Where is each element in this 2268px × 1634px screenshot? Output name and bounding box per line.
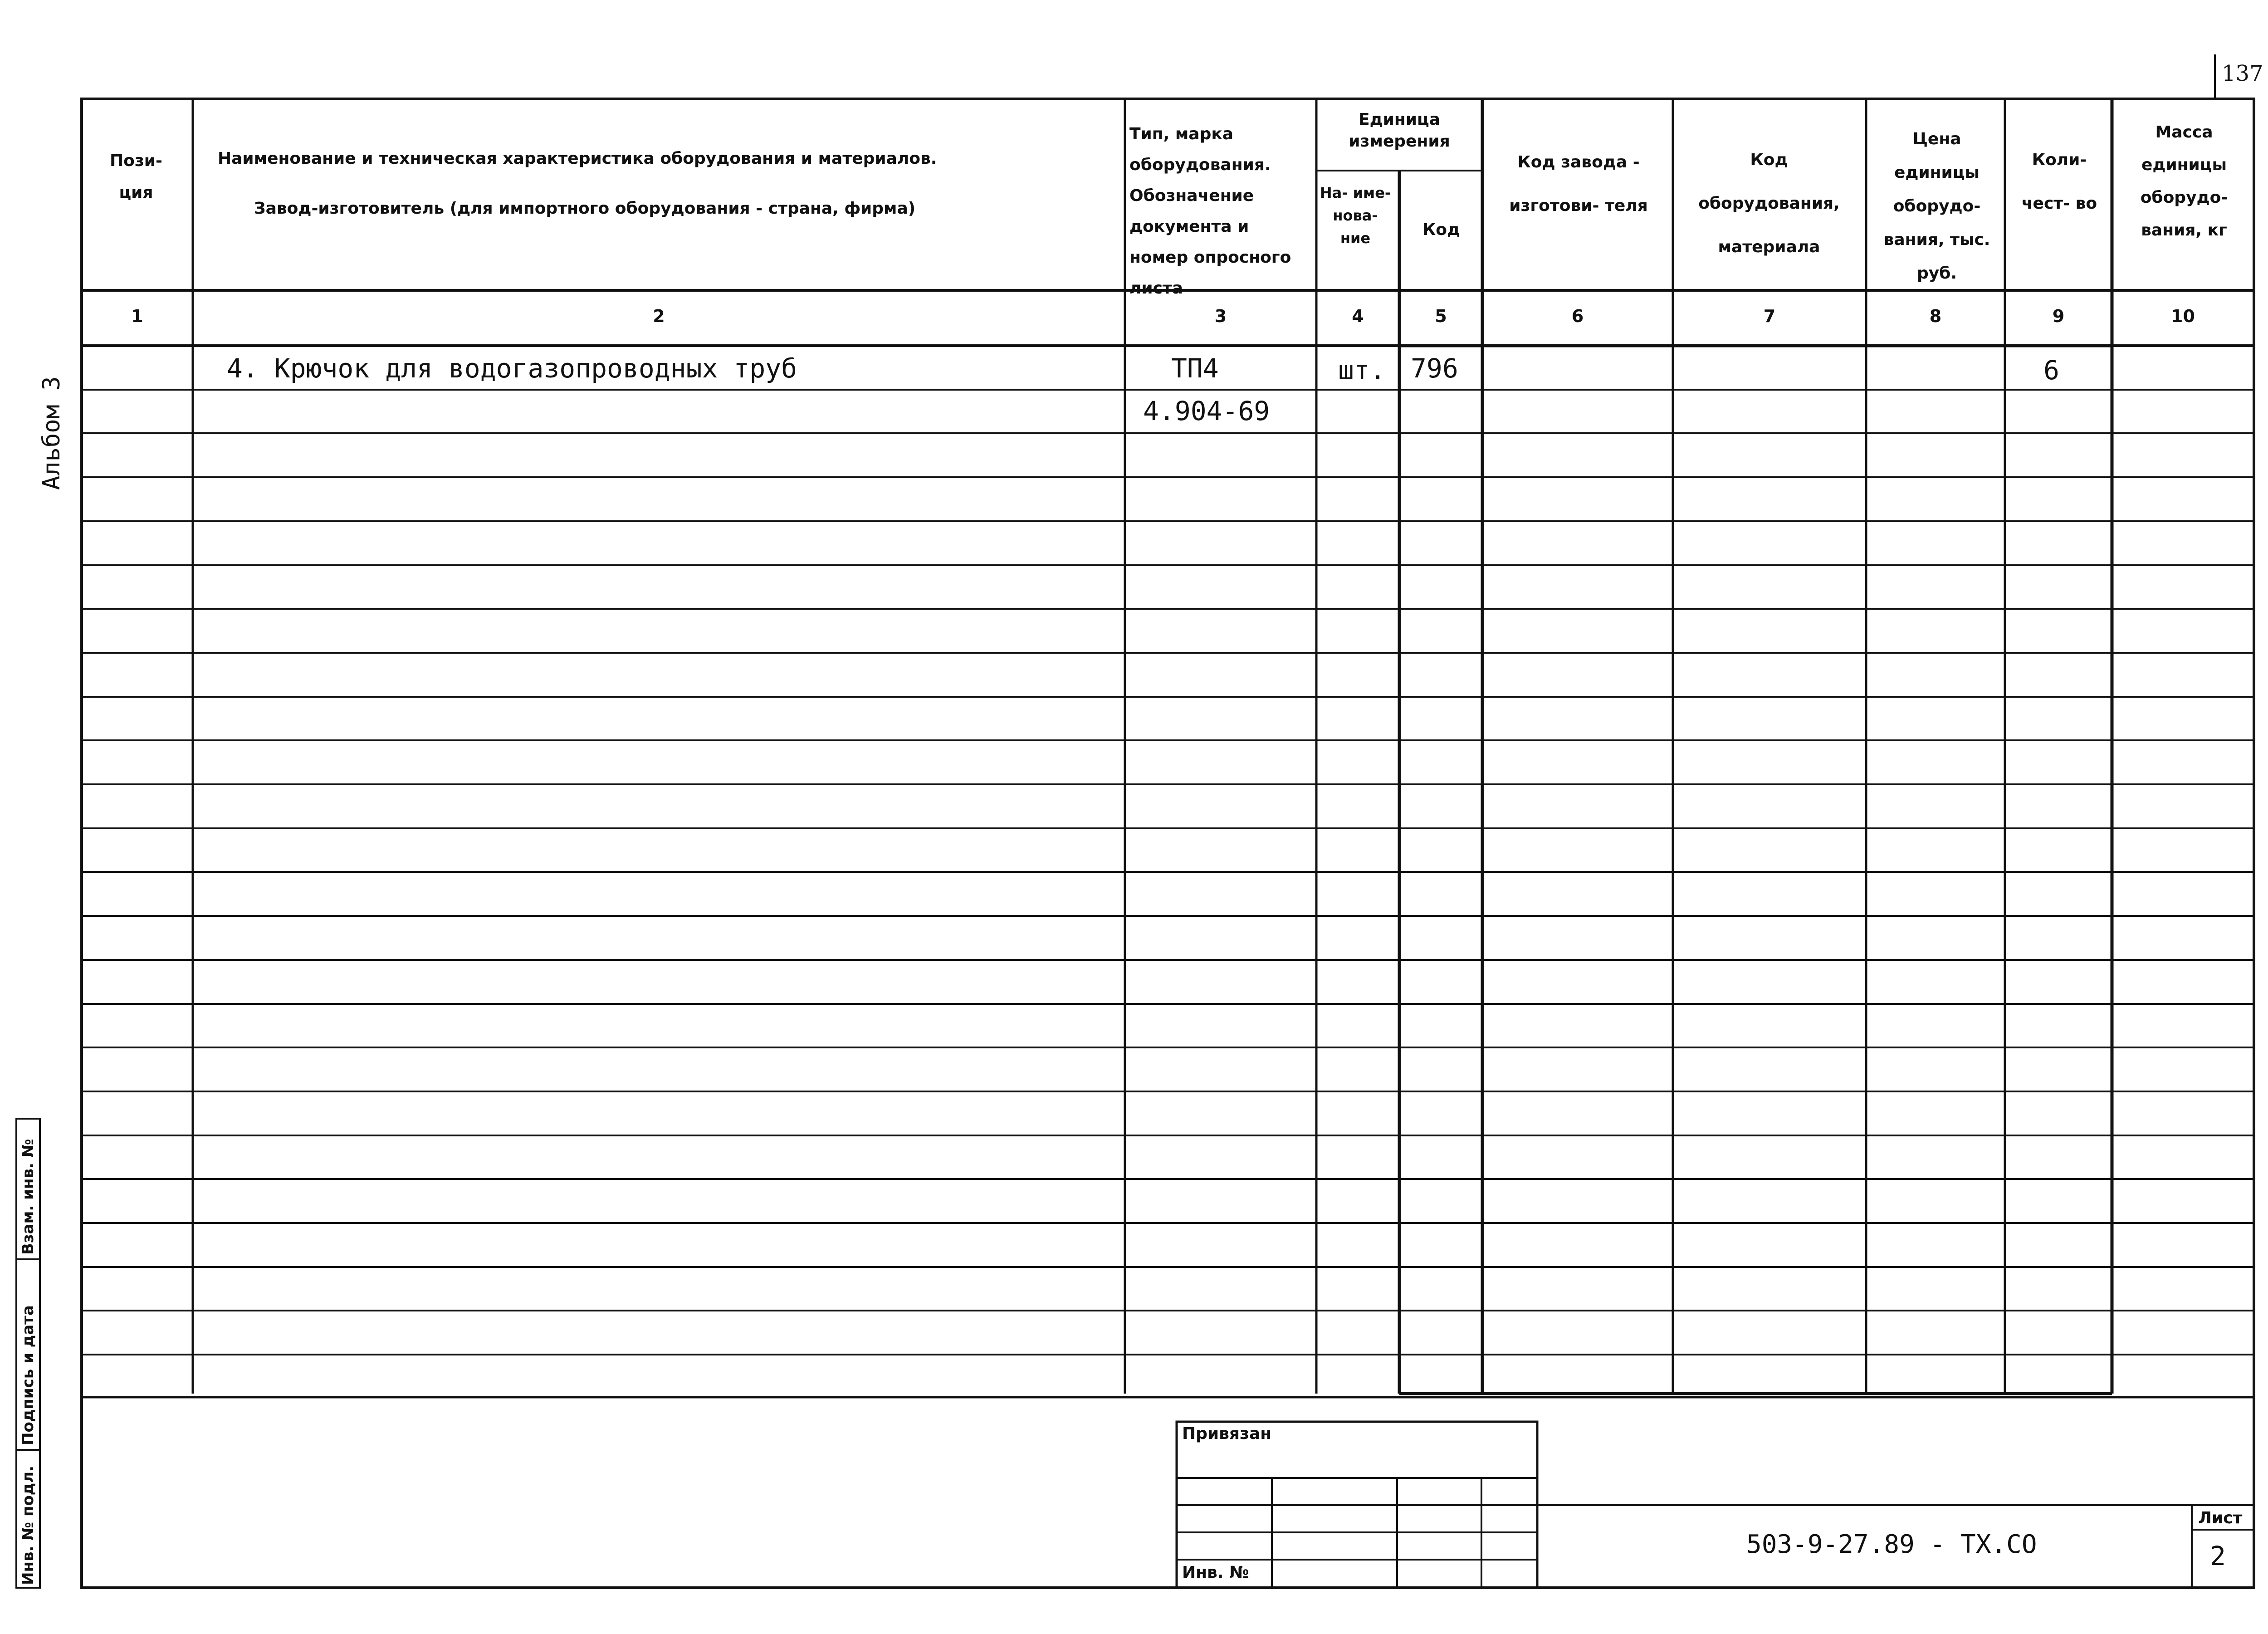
document-code: 503-9-27.89 - ТХ.СО	[1746, 1530, 2037, 1559]
colnum-7: 7	[1763, 306, 1776, 326]
header-col3: Тип, марка оборудования. Обозначение документа и номер опросного листа	[1129, 125, 1291, 298]
header-col6: Код завода - изготови- теля	[1509, 153, 1648, 215]
header-col9: Коли- чест- во	[2021, 151, 2097, 213]
inv-no-label: Инв. №	[1182, 1563, 1249, 1582]
colnum-3: 3	[1214, 306, 1227, 326]
podpis-data-label: Подпись и дата	[19, 1305, 37, 1445]
header-col10: Масса единицы оборудо- вания, кг	[2140, 123, 2228, 240]
colnum-10: 10	[2171, 306, 2195, 326]
inv-podl-label: Инв. № подл.	[19, 1465, 37, 1585]
row1-qty: 6	[2043, 355, 2059, 386]
header-col1: Пози- ция	[110, 152, 162, 202]
header-col7: Код оборудования, материала	[1698, 151, 1840, 256]
row1-code: 796	[1411, 353, 1458, 384]
colnum-6: 6	[1571, 306, 1584, 326]
header-col5: Код	[1422, 220, 1461, 239]
sheet-label: Лист	[2198, 1509, 2243, 1527]
row2-type: 4.904-69	[1143, 396, 1270, 426]
colnum-5: 5	[1435, 306, 1447, 326]
colnum-9: 9	[2052, 306, 2065, 326]
album-label: Альбом 3	[38, 376, 65, 490]
page-number: 137	[2222, 61, 2263, 86]
header-col2-line2: Завод-изготовитель (для импортного оборудования - страна, фирма)	[254, 199, 916, 218]
privyazan-label: Привязан	[1182, 1424, 1272, 1443]
colnum-8: 8	[1929, 306, 1942, 326]
row1-type: ТП4	[1171, 353, 1219, 384]
header-col4: На- име- нова- ние	[1320, 184, 1391, 247]
header-col8: Цена единицы оборудо- вания, тыс. руб.	[1883, 130, 1990, 283]
colnum-4: 4	[1352, 306, 1364, 326]
header-col2-line1: Наименование и техническая характеристика оборудования и материалов.	[218, 149, 937, 168]
header-unit-group: Единица измерения	[1349, 110, 1450, 151]
row1-unit: шт.	[1338, 355, 1386, 386]
vzam-inv-label: Взам. инв. №	[19, 1139, 37, 1255]
colnum-2: 2	[653, 306, 665, 326]
row1-name: 4. Крючок для водогазопроводных труб	[227, 353, 797, 384]
sheet-number: 2	[2210, 1541, 2226, 1571]
colnum-1: 1	[131, 306, 143, 326]
